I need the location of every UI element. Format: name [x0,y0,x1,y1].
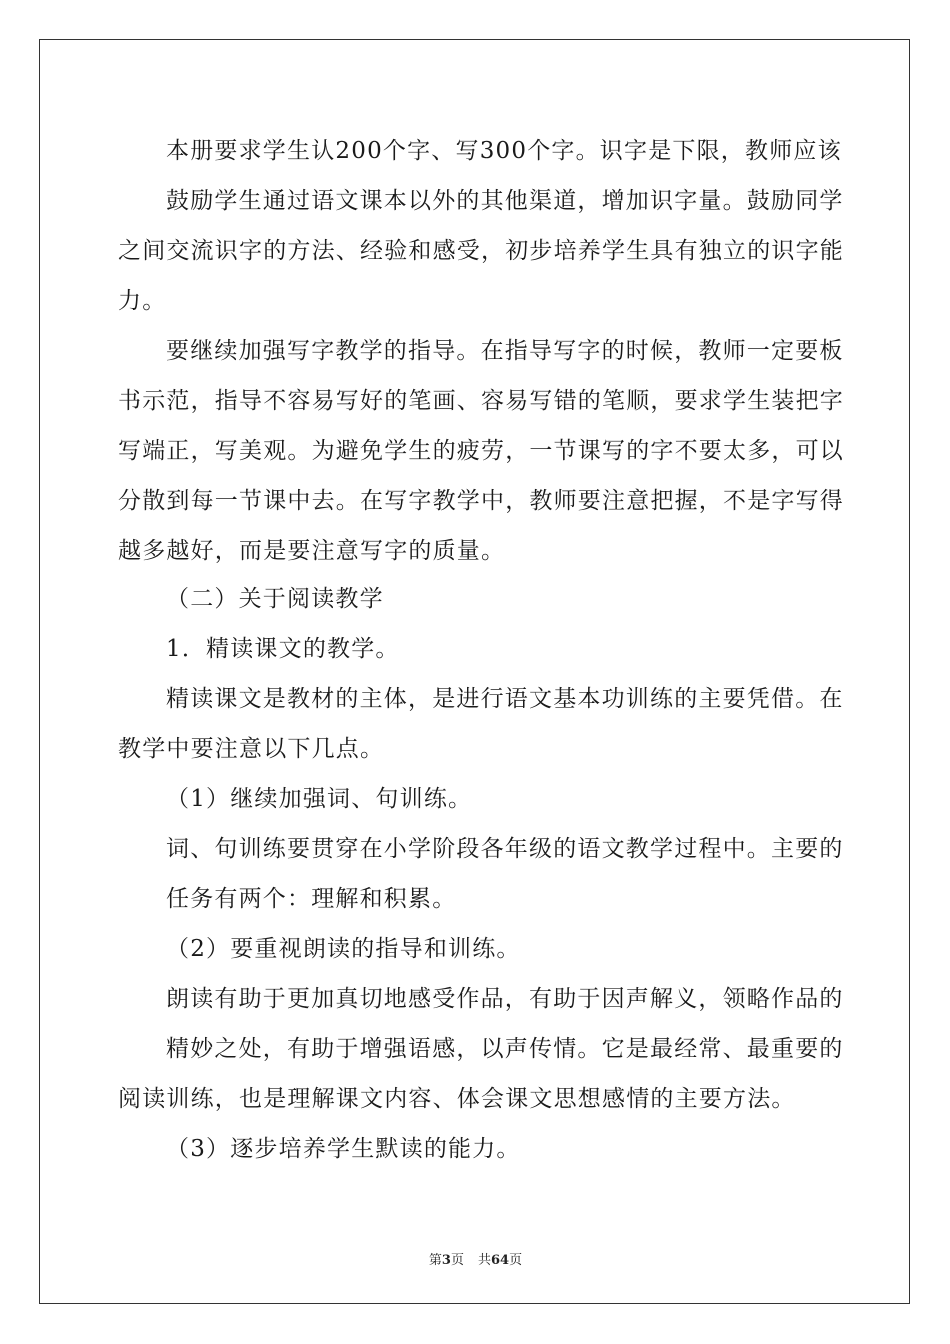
text-line: 本册要求学生认200个字、写300个字。识字是下限，教师应该 [166,138,842,164]
list-item-heading: （1）继续加强词、句训练。 [166,786,473,812]
page-footer [40,1252,911,1270]
text-line: 教学中要注意以下几点。 [118,736,385,762]
text-line: 精妙之处，有助于增强语感，以声传情。它是最经常、最重要的 [166,1036,844,1062]
total-prefix: 共 [477,1253,491,1268]
text-line: 精读课文是教材的主体，是进行语文基本功训练的主要凭借。在 [166,686,844,712]
total-suffix: 页 [509,1253,523,1268]
list-item-heading: （2）要重视朗读的指导和训练。 [166,936,521,962]
text-line: 越多越好，而是要注意写字的质量。 [118,538,506,564]
text-line: 任务有两个：理解和积累。 [166,886,457,912]
list-item-heading: （3）逐步培养学生默读的能力。 [166,1136,521,1162]
text-line: 之间交流识字的方法、经验和感受，初步培养学生具有独立的识字能 [118,238,844,264]
text-line: 鼓励学生通过语文课本以外的其他渠道，增加识字量。鼓励同学 [166,188,844,214]
page-prefix: 第 [428,1253,442,1268]
text-line: 词、句训练要贯穿在小学阶段各年级的语文教学过程中。主要的 [166,836,844,862]
text-line: 分散到每一节课中去。在写字教学中，教师要注意把握，不是字写得 [118,488,844,514]
text-line: 要继续加强写字教学的指导。在指导写字的时候，教师一定要板 [166,338,844,364]
total-pages: 64 [490,1253,510,1268]
text-line: 书示范，指导不容易写好的笔画、容易写错的笔顺，要求学生装把字 [118,388,844,414]
text-line: 力。 [118,288,167,314]
section-heading: （二）关于阅读教学 [166,586,384,612]
text-line: 阅读训练，也是理解课文内容、体会课文思想感情的主要方法。 [118,1086,796,1112]
page-suffix: 页 [450,1253,464,1268]
text-line: 写端正，写美观。为避免学生的疲劳，一节课写的字不要太多，可以 [118,438,844,464]
page-frame [39,39,910,1304]
text-line: 朗读有助于更加真切地感受作品，有助于因声解义，领略作品的 [166,986,844,1012]
subsection-heading: 1．精读课文的教学。 [166,636,400,662]
page-number: 3 [441,1253,451,1268]
